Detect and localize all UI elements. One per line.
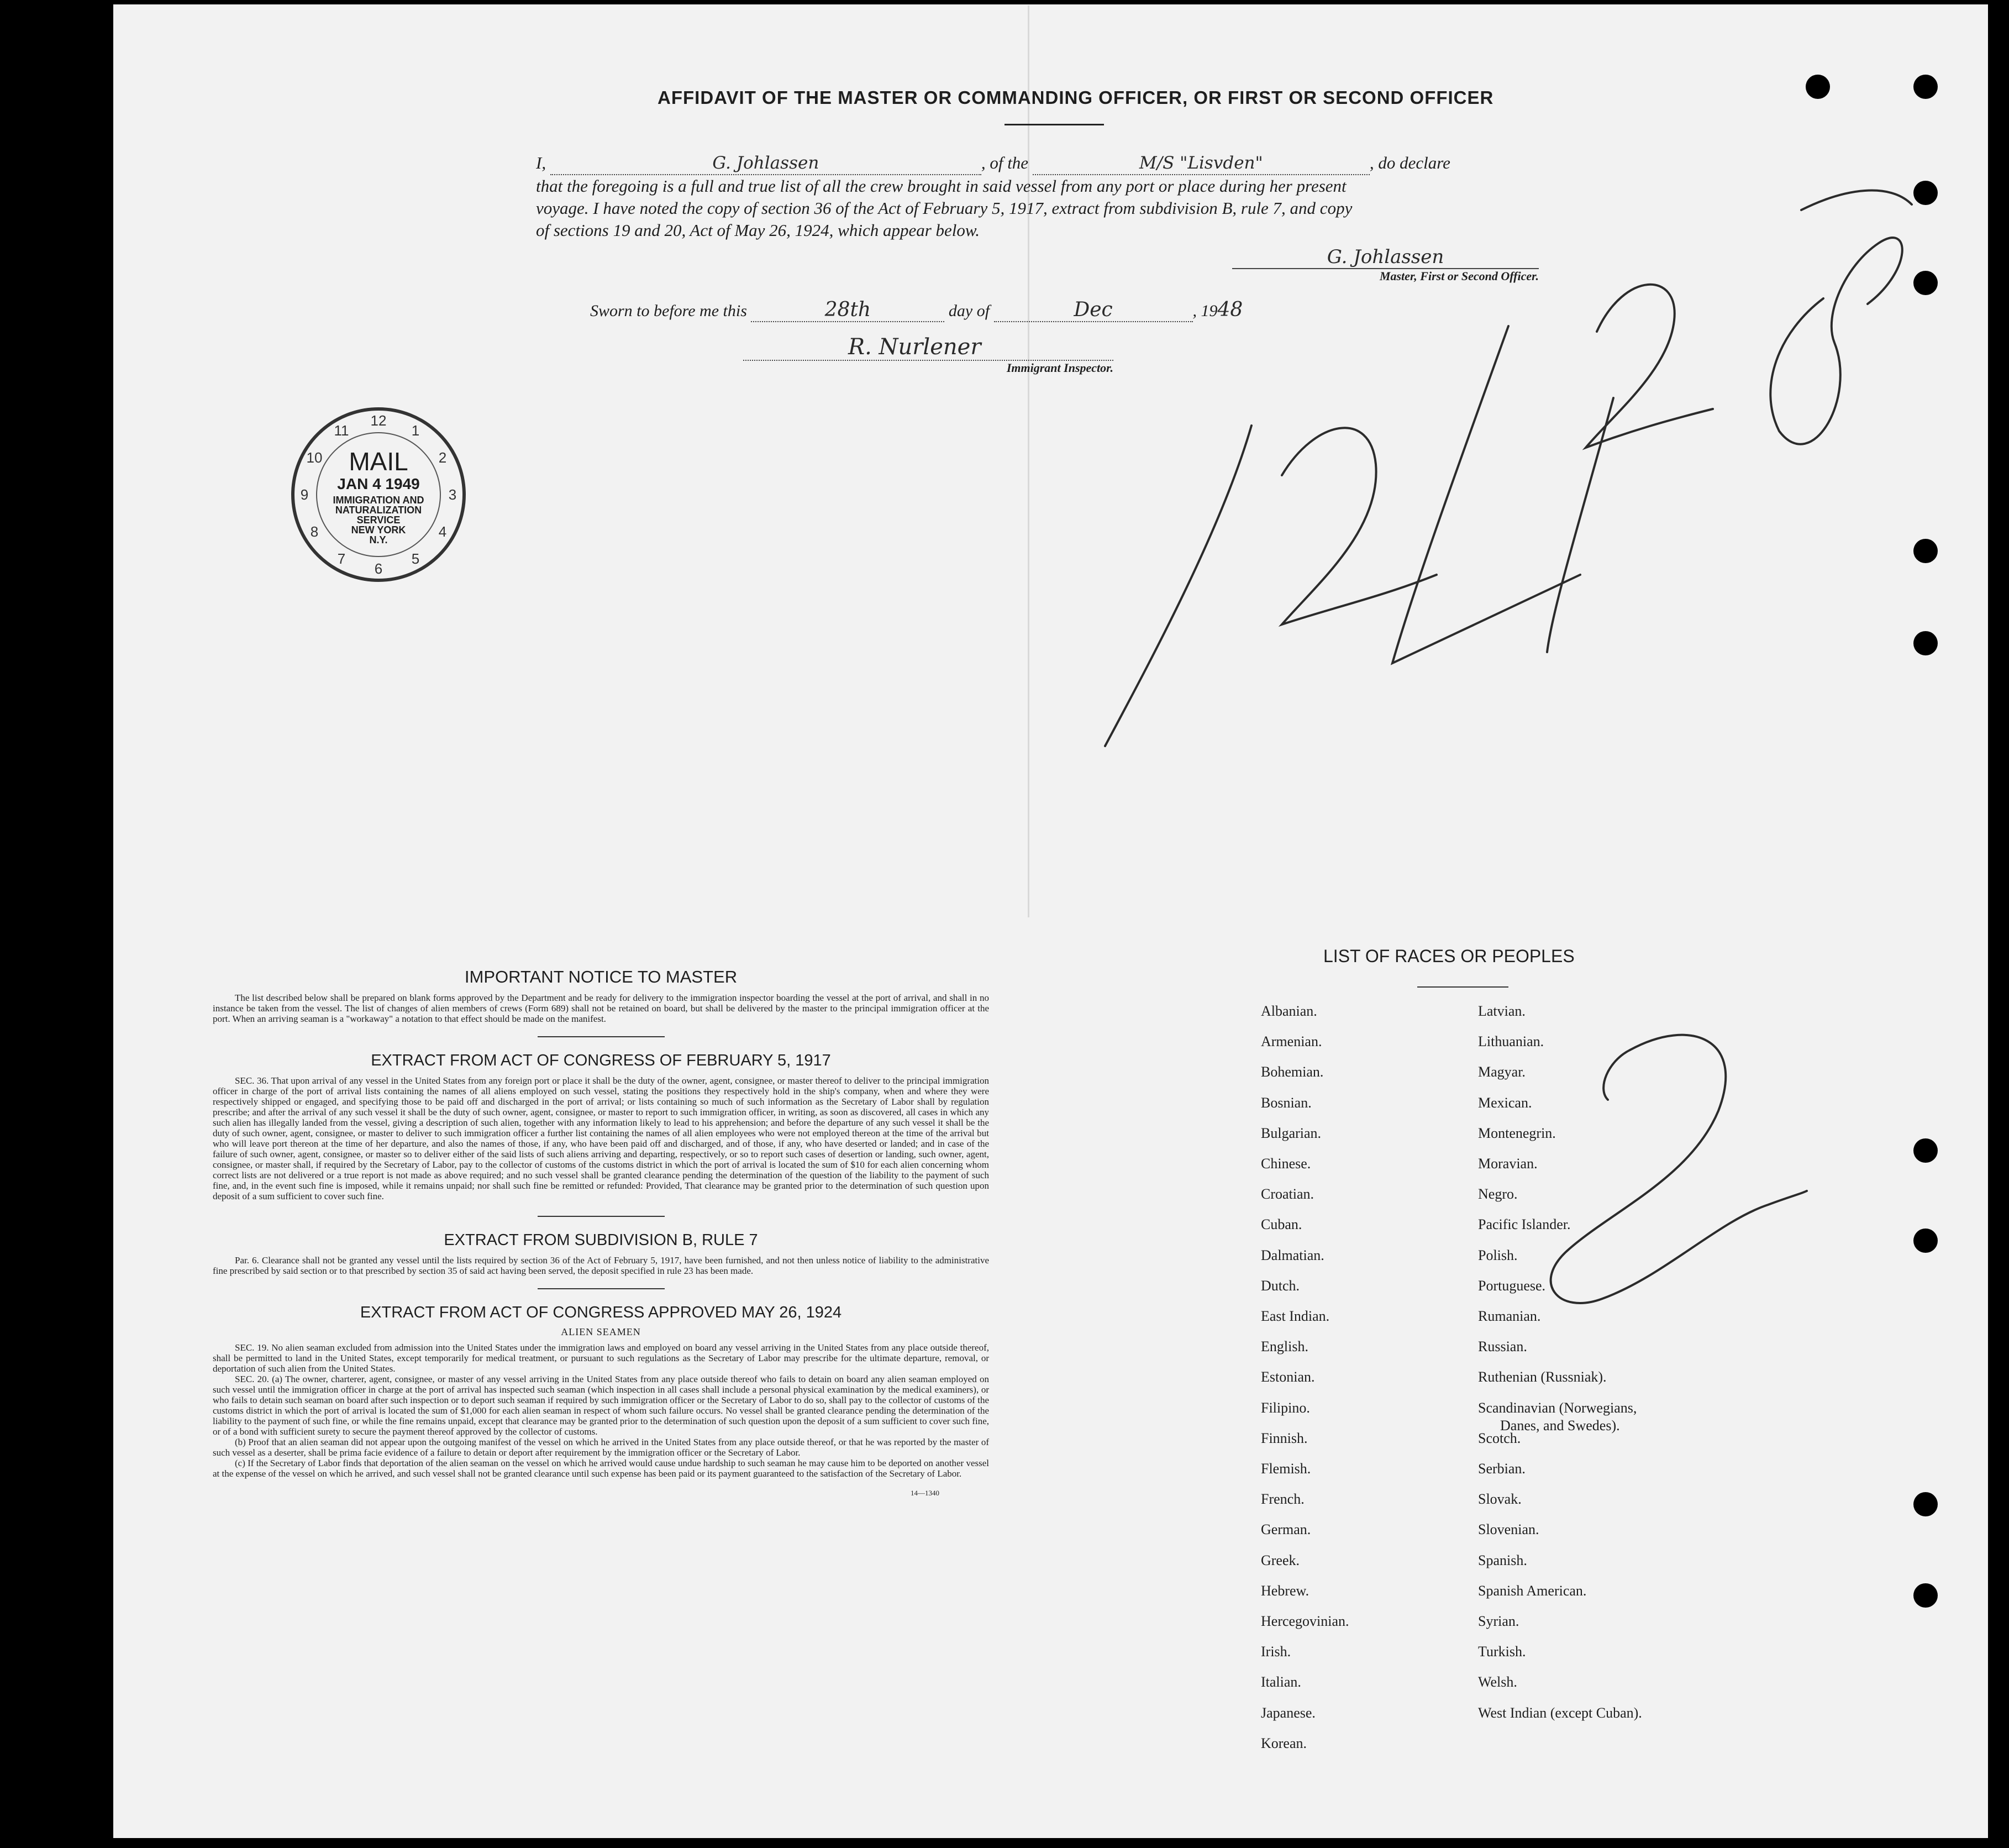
mail-stamp bbox=[287, 403, 470, 586]
race-item: Serbian. bbox=[1478, 1461, 1526, 1477]
year-prefix: , 19 bbox=[1192, 302, 1218, 320]
race-item: Negro. bbox=[1478, 1186, 1518, 1202]
race-item: Ruthenian (Russniak). bbox=[1478, 1369, 1607, 1385]
race-item: Polish. bbox=[1478, 1247, 1518, 1263]
race-item: Estonian. bbox=[1261, 1369, 1315, 1385]
i-label: I, bbox=[536, 153, 546, 172]
race-item: Portuguese. bbox=[1478, 1278, 1546, 1294]
stamp-ring-number: 9 bbox=[300, 486, 309, 503]
inspector-signature: R. Nurlener bbox=[743, 334, 1113, 361]
notice-column bbox=[213, 967, 989, 1498]
race-item: Dalmatian. bbox=[1261, 1247, 1324, 1263]
year-handwritten: 48 bbox=[1217, 298, 1243, 321]
name-field bbox=[550, 152, 981, 175]
stamp-mail: MAIL bbox=[349, 447, 408, 476]
race-item: Russian. bbox=[1478, 1338, 1527, 1355]
vessel-handwritten: M/S "Lisvden" bbox=[1139, 153, 1263, 173]
of-the-label: , of the bbox=[981, 153, 1029, 172]
stamp-ring-number: 2 bbox=[438, 449, 447, 466]
race-item: Hebrew. bbox=[1261, 1583, 1309, 1599]
divider bbox=[538, 1036, 665, 1037]
race-item: Spanish American. bbox=[1478, 1583, 1587, 1599]
race-item: Irish. bbox=[1261, 1644, 1291, 1660]
stamp-ring-number: 8 bbox=[310, 523, 319, 540]
race-item: Korean. bbox=[1261, 1735, 1307, 1751]
extract-1924-title: EXTRACT FROM ACT OF CONGRESS APPROVED MAY 26, 1924 bbox=[360, 1304, 842, 1321]
race-item: Italian. bbox=[1261, 1674, 1301, 1690]
punch-hole bbox=[1913, 75, 1938, 99]
sworn-label: Sworn to before me this bbox=[590, 302, 747, 320]
divider bbox=[538, 1216, 665, 1217]
race-item: Magyar. bbox=[1478, 1064, 1526, 1080]
extract-1924-subtitle: ALIEN SEAMEN bbox=[561, 1326, 641, 1337]
race-item: Finnish. bbox=[1261, 1430, 1308, 1446]
race-item: Dutch. bbox=[1261, 1278, 1300, 1294]
race-item: Japanese. bbox=[1261, 1705, 1316, 1721]
race-item: Rumanian. bbox=[1478, 1308, 1541, 1324]
notice-title: IMPORTANT NOTICE TO MASTER bbox=[464, 967, 738, 986]
stamp-ring-number: 7 bbox=[337, 550, 346, 567]
race-item: German. bbox=[1261, 1521, 1311, 1537]
race-item: Scandinavian (Norwegians, bbox=[1478, 1400, 1637, 1416]
race-item: Bohemian. bbox=[1261, 1064, 1324, 1080]
sworn-month: Dec bbox=[1074, 298, 1113, 321]
stamp-ring-number: 11 bbox=[334, 422, 349, 439]
races-title: LIST OF RACES OR PEOPLES bbox=[1323, 946, 1575, 966]
declaration-line-3: voyage. I have noted the copy of section 36 of the Act of February 5, 1917, extract from subdivision B, rule 7, and copy bbox=[536, 198, 1353, 218]
affidavit-title: AFFIDAVIT OF THE MASTER OR COMMANDING OFFICER, OR FIRST OR SECOND OFFICER bbox=[658, 87, 1494, 108]
stamp-ring-number: 6 bbox=[374, 560, 383, 577]
stamp-date: JAN 4 1949 bbox=[337, 475, 420, 492]
stamp-ring-number: 12 bbox=[370, 412, 387, 429]
race-item: Moravian. bbox=[1478, 1156, 1538, 1172]
race-item: Armenian. bbox=[1261, 1033, 1322, 1049]
race-item: Latvian. bbox=[1478, 1003, 1526, 1019]
punch-hole bbox=[1913, 1229, 1938, 1253]
race-item: Syrian. bbox=[1478, 1613, 1519, 1629]
stamp-ring-number: 1 bbox=[411, 422, 420, 439]
race-item: Spanish. bbox=[1478, 1552, 1527, 1568]
stamp-line-3: SERVICE bbox=[356, 514, 401, 526]
race-item: Filipino. bbox=[1261, 1400, 1310, 1416]
race-item: West Indian (except Cuban). bbox=[1478, 1705, 1642, 1721]
race-item: Mexican. bbox=[1478, 1095, 1532, 1111]
do-declare-label: , do declare bbox=[1369, 153, 1450, 172]
form-number: 14—1340 bbox=[911, 1489, 939, 1497]
stamp-line-4: NEW YORK bbox=[351, 524, 406, 536]
race-item: Scotch. bbox=[1478, 1430, 1521, 1446]
race-item: Bosnian. bbox=[1261, 1095, 1312, 1111]
stamp-line-1: IMMIGRATION AND bbox=[333, 495, 424, 506]
extract-1917-text: SEC. 36. That upon arrival of any vessel in the United States from any foreign port or place it shall be the duty of the owner, agent, consignee, or master thereof to deliver to the principal immigration officer in charge of the port of arrival lists containing the names of all aliens employed on such vessel, stating the positions they respectively hold in the ship's company, when and where they were respectively shipped or engaged, and specifying those to be paid off and discharged in the port of arrival; or lists containing so much of such information as the Secretary of Labor shall by regulation prescribe; and after the arrival of any such vessel it shall be the duty of such owner, agent, consignee, or master to report to such immigration officer, in writing, as soon as discovered, all cases in which any such alien has illegally landed from the vessel, giving a description of such alien, together with any information likely to lead to his apprehension; and before the departure of any such vessel it shall be the duty of such owner, agent, consignee, or master to deliver to such immigration officer a further list containing the names of all alien employees who were not employed thereon at the time of the arrival but who will leave port thereon at the time of her departure, and also the names of those, if any, who have been paid off and discharged, and of those, if any, who have deserted or landed; and in case of the failure of such owner, agent, consignee, or master so to deliver either of the said lists of such aliens arriving and departing, respectively, or so to report such cases of desertion or landing, such owner, agent, consignee, or master shall, if required by the Secretary of Labor, pay to the collector of customs of the customs district in which the port of arrival is located the sum of $10 for each alien concerning whom correct lists are not delivered or a true report is not made as above required; and no such vessel shall be granted clearance pending the determination of the question of the liability to the payment of such fine, and, in the event such fine is imposed, while it remains unpaid; nor shall such fine be remitted or refunded: Provided, That clearance may be granted prior to the determination of such question upon deposit of a sum sufficient to cover such fine. bbox=[213, 1075, 989, 1201]
punch-hole bbox=[1913, 1492, 1938, 1516]
race-item: Albanian. bbox=[1261, 1003, 1317, 1019]
race-item: French. bbox=[1261, 1491, 1305, 1507]
race-item: Flemish. bbox=[1261, 1461, 1311, 1477]
race-item: Chinese. bbox=[1261, 1156, 1311, 1172]
declaration-line-2: that the foregoing is a full and true list of all the crew brought in said vessel from any port or place during her present bbox=[536, 176, 1347, 196]
sec-19-text: SEC. 19. No alien seaman excluded from admission into the United States under the immigration laws and employed on board any vessel arriving in the United States from any place outside thereof, shall be permitted to land in the United States, except temporarily for medical treatment, or pursuant to such regulations as the Secretary of Labor may prescribe for the ultimate departure, removal, or deportation of such alien from the United States. bbox=[213, 1342, 989, 1374]
subdivision-b-text: Par. 6. Clearance shall not be granted any vessel until the lists required by section 36 of the Act of February 5, 1917, have been furnished, and not then unless notice of liability to the administrative fine prescribed by said section or to that prescribed by section 35 of said act having been served, the deposit specified in rule 23 has been made. bbox=[213, 1255, 989, 1276]
sec-20a-text: SEC. 20. (a) The owner, charterer, agent, consignee, or master of any vessel arriving in the United States from any place outside thereof who fails to detain on board any alien seaman employed on such vessel until the immigration officer in charge at the port of arrival has inspected such seaman (which inspection in all cases shall include a personal physical examination by the medical examiners), or who fails to detain such seaman on board after such inspection or to deport such seaman if required by such immigration officer or the Secretary of Labor to do so, shall pay to the collector of customs of the customs district in which the port of arrival is located the sum of $1,000 for each alien seaman in respect of whom such failure occurs. No vessel shall be granted clearance pending the determination of the liability to the payment of such fine, or while the fine remains unpaid, except that clearance may be granted prior to the determination of such question upon the deposit of a sum sufficient to cover such fine, or of a bond with sufficient surety to secure the payment thereof approved by the collector of customs. bbox=[213, 1374, 989, 1437]
sworn-day: 28th bbox=[824, 298, 871, 321]
races-underline bbox=[1417, 986, 1508, 988]
race-item: Bulgarian. bbox=[1261, 1125, 1322, 1141]
race-item: Cuban. bbox=[1261, 1216, 1302, 1232]
race-item: Greek. bbox=[1261, 1552, 1300, 1568]
name-handwritten: G. Johlassen bbox=[712, 153, 819, 173]
race-item: Turkish. bbox=[1478, 1644, 1526, 1660]
extract-1917-title: EXTRACT FROM ACT OF CONGRESS OF FEBRUARY 5, 1917 bbox=[371, 1052, 831, 1069]
declaration-line bbox=[536, 152, 1575, 175]
vessel-field bbox=[1033, 152, 1370, 175]
handwritten-large-numeral bbox=[1536, 1028, 1812, 1315]
divider bbox=[538, 1288, 665, 1289]
race-item: Welsh. bbox=[1478, 1674, 1517, 1690]
notice-text: The list described below shall be prepared on blank forms approved by the Department and be ready for delivery to the immigration inspector boarding the vessel at the port of arrival, and shall in no instance be taken from the vessel. The list of changes of alien members of crews (Form 689) shall not be retained on board, but shall be delivered by the master to the principal immigration officer at the port. When an arriving seaman is a "workaway" a notation to that effect should be made on the manifest. bbox=[213, 993, 989, 1024]
day-of-label: day of bbox=[948, 302, 990, 320]
sec-20b-text: (b) Proof that an alien seaman did not appear upon the outgoing manifest of the vessel on which he arrived in the United States from any place outside thereof, or that he was reported by the master of such vessel as a deserter, shall be prima facie evidence of a failure to detain or deport after requirement by the immigration officer or the Secretary of Labor. bbox=[213, 1437, 989, 1458]
punch-hole bbox=[1913, 1583, 1938, 1608]
punch-hole bbox=[1913, 1138, 1938, 1163]
stamp-ring-number: 10 bbox=[306, 449, 323, 466]
race-item: Slovenian. bbox=[1478, 1521, 1539, 1537]
race-item: English. bbox=[1261, 1338, 1308, 1355]
race-item: Montenegrin. bbox=[1478, 1125, 1556, 1141]
punch-hole bbox=[1806, 75, 1830, 99]
stamp-ring-number: 5 bbox=[411, 550, 420, 567]
race-item: Lithuanian. bbox=[1478, 1033, 1544, 1049]
stamp-line-2: NATURALIZATION bbox=[335, 505, 422, 516]
subdivision-b-title: EXTRACT FROM SUBDIVISION B, RULE 7 bbox=[444, 1231, 758, 1249]
sworn-day-field bbox=[751, 298, 944, 322]
inspector-caption: Immigrant Inspector. bbox=[1006, 361, 1113, 375]
race-item: East Indian. bbox=[1261, 1308, 1330, 1324]
sec-20c-text: (c) If the Secretary of Labor finds that deportation of the alien seaman on the vessel on which he arrived would cause undue hardship to such seaman he may cause him to be deported on another vessel at the expense of the vessel on which he arrived, and such vessel shall not be granted clearance until such expense has been paid or its payment guaranteed to the satisfaction of the Secretary of Labor. bbox=[213, 1458, 989, 1479]
race-item: Slovak. bbox=[1478, 1491, 1522, 1507]
handwritten-fraction bbox=[1083, 188, 1923, 763]
stamp-ring-number: 3 bbox=[448, 486, 457, 503]
stamp-line-5: N.Y. bbox=[369, 534, 388, 545]
race-item: Danes, and Swedes). bbox=[1500, 1418, 1620, 1434]
master-caption: Master, First or Second Officer. bbox=[1379, 269, 1539, 283]
inspector-signature-block bbox=[743, 334, 1113, 375]
stamp-text bbox=[287, 495, 470, 545]
title-underline bbox=[1005, 124, 1104, 125]
stamp-ring-number: 4 bbox=[438, 523, 447, 540]
master-signature: G. Johlassen bbox=[1232, 246, 1539, 269]
fold-line bbox=[1028, 6, 1029, 917]
race-item: Pacific Islander. bbox=[1478, 1216, 1571, 1232]
race-item: Croatian. bbox=[1261, 1186, 1314, 1202]
race-item: Hercegovinian. bbox=[1261, 1613, 1349, 1629]
declaration-line-4: of sections 19 and 20, Act of May 26, 1924, which appear below. bbox=[536, 221, 980, 240]
